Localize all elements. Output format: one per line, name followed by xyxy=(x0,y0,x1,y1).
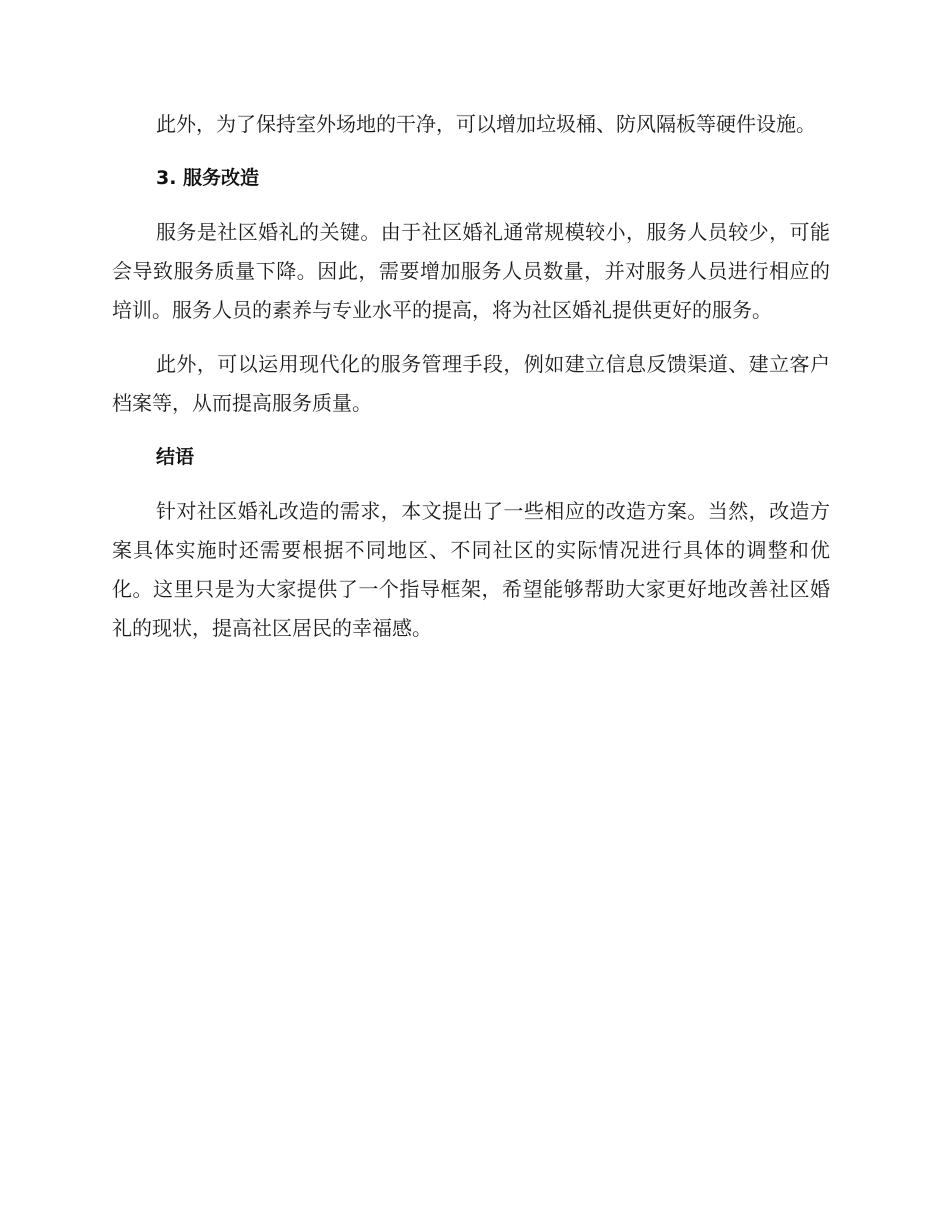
document-page xyxy=(112,105,830,648)
paragraph-service-staff: 服务是社区婚礼的关键。由于社区婚礼通常规模较小，服务人员较少，可能会导致服务质量下降。因此，需要增加服务人员数量，并对服务人员进行相应的培训。服务人员的素养与专业水平的提高，将为社区婚礼提供更好的服务。 xyxy=(112,220,830,322)
paragraph-outdoor-facilities: 此外，为了保持室外场地的干净，可以增加垃圾桶、防风隔板等硬件设施。 xyxy=(156,112,816,136)
section-heading-conclusion: 结语 xyxy=(156,446,195,468)
paragraph-conclusion: 针对社区婚礼改造的需求，本文提出了一些相应的改造方案。当然，改造方案具体实施时还需要根据不同地区、不同社区的实际情况进行具体的调整和优化。这里只是为大家提供了一个指导框架，希望能够帮助大家更好地改善社区婚礼的现状，提高社区居民的幸福感。 xyxy=(112,499,830,640)
paragraph-service-management: 此外，可以运用现代化的服务管理手段，例如建立信息反馈渠道、建立客户档案等，从而提高服务质量。 xyxy=(112,352,830,415)
section-heading-service: 3. 服务改造 xyxy=(156,167,260,189)
